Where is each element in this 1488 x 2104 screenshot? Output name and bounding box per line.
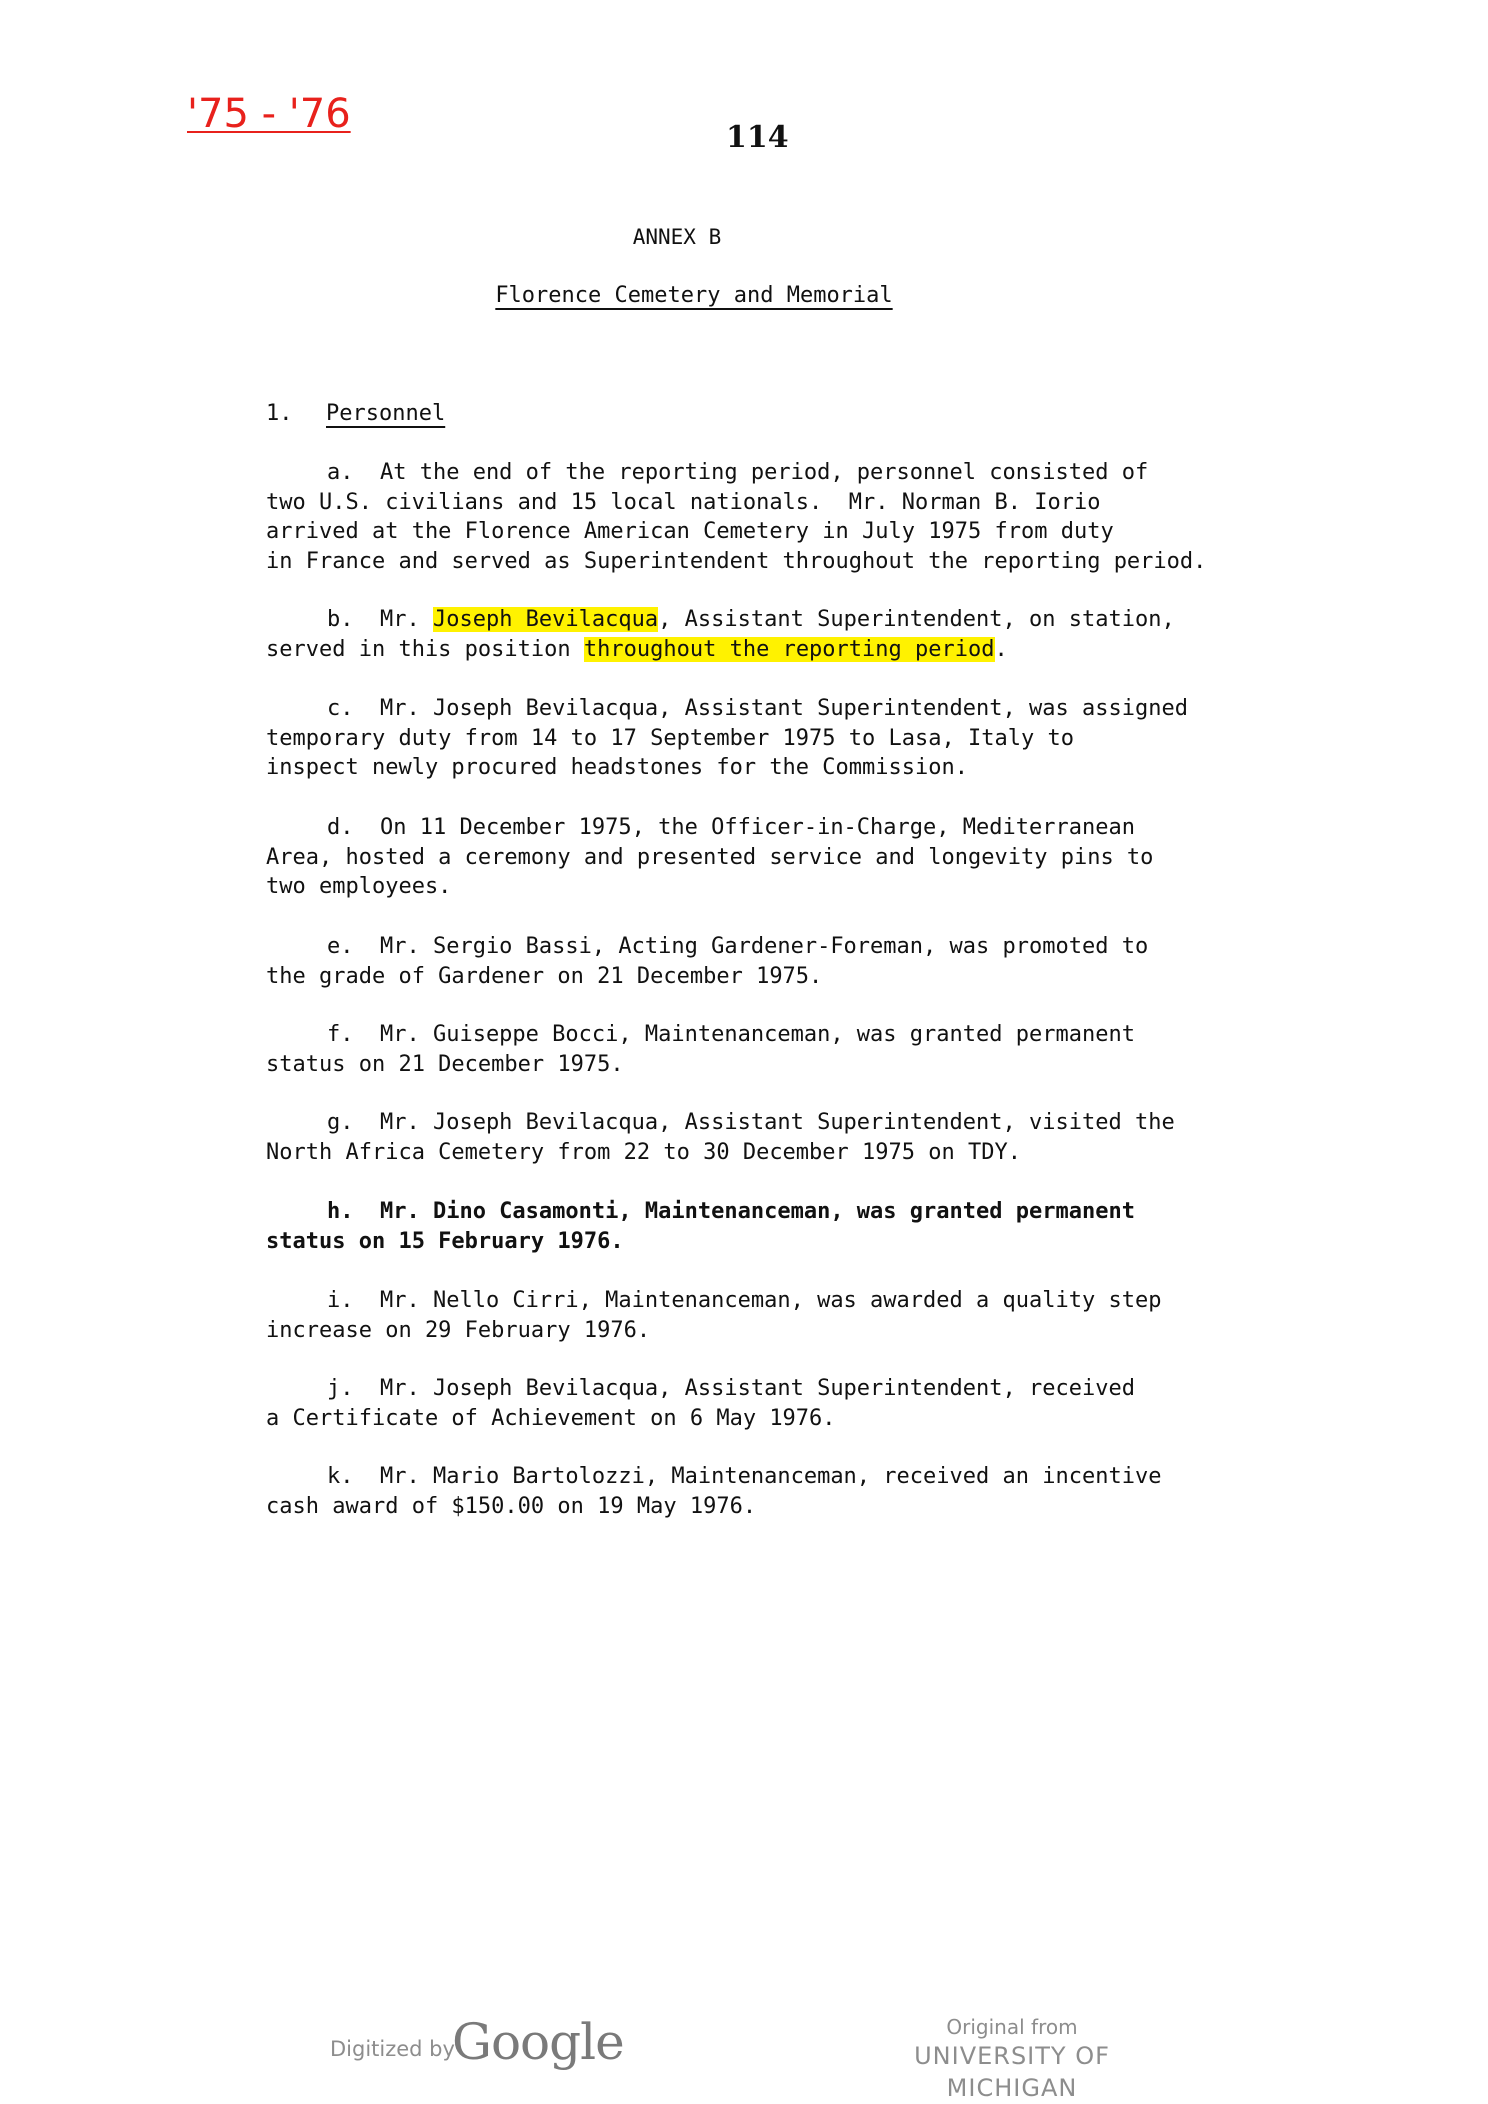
paragraph-k bbox=[266, 1462, 1326, 1521]
paragraph-j bbox=[266, 1374, 1326, 1433]
paragraph-i bbox=[266, 1286, 1326, 1345]
text-segment: b. Mr. bbox=[327, 607, 433, 632]
paragraph-line bbox=[266, 635, 1326, 665]
paragraph-line: inspect newly procured headstones for the Commission. bbox=[266, 755, 968, 780]
text-segment: served in this position bbox=[266, 636, 584, 662]
paragraph-line: g. Mr. Joseph Bevilacqua, Assistant Superintendent, visited the bbox=[327, 1110, 1175, 1135]
text-segment: . bbox=[994, 636, 1008, 662]
section-number: 1. bbox=[266, 401, 293, 426]
highlighted-text: Joseph Bevilacqua bbox=[432, 607, 659, 632]
paragraph-f bbox=[266, 1020, 1326, 1079]
paragraph-line: d. On 11 December 1975, the Officer-in-Charge, Mediterranean bbox=[327, 815, 1135, 840]
paragraph-e bbox=[266, 932, 1326, 991]
institution-name: UNIVERSITY OF MICHIGAN bbox=[914, 2042, 1110, 2102]
page-number: 114 bbox=[726, 120, 789, 155]
subtitle-text: Florence Cemetery and Memorial bbox=[495, 283, 893, 308]
document-subtitle bbox=[0, 280, 1488, 312]
paragraph-line bbox=[266, 605, 1326, 635]
paragraph-line: h. Mr. Dino Casamonti, Maintenanceman, was granted permanent bbox=[327, 1199, 1135, 1224]
google-logo: Google bbox=[452, 2013, 624, 2071]
paragraph-line: in France and served as Superintendent throughout the reporting period. bbox=[266, 548, 1207, 574]
paragraph-b bbox=[266, 605, 1326, 664]
year-range-link[interactable]: '75 - '76 bbox=[187, 91, 351, 137]
paragraph-line: Area, hosted a ceremony and presented service and longevity pins to bbox=[266, 844, 1154, 870]
paragraph-d bbox=[266, 813, 1326, 902]
paragraph-a bbox=[266, 458, 1326, 576]
paragraph-line: temporary duty from 14 to 17 September 1975 to Lasa, Italy to bbox=[266, 725, 1074, 751]
original-source bbox=[852, 2014, 1172, 2104]
paragraph-line: k. Mr. Mario Bartolozzi, Maintenanceman, received an incentive bbox=[327, 1464, 1162, 1489]
section-heading bbox=[266, 398, 445, 430]
annex-heading bbox=[0, 222, 1488, 252]
paragraph-line: c. Mr. Joseph Bevilacqua, Assistant Superintendent, was assigned bbox=[327, 696, 1188, 721]
paragraph-line: increase on 29 February 1976. bbox=[266, 1317, 651, 1343]
original-from-label: Original from bbox=[946, 2015, 1078, 2039]
paragraph-line: a Certificate of Achievement on 6 May 1976. bbox=[266, 1405, 836, 1431]
paragraph-h bbox=[266, 1197, 1326, 1256]
paragraph-line: status on 21 December 1975. bbox=[266, 1051, 624, 1077]
text-segment: , Assistant Superintendent, on station, bbox=[658, 607, 1175, 632]
paragraph-line: the grade of Gardener on 21 December 1975. bbox=[266, 963, 823, 989]
paragraph-line: cash award of $150.00 on 19 May 1976. bbox=[266, 1493, 757, 1519]
paragraph-line: i. Mr. Nello Cirri, Maintenanceman, was awarded a quality step bbox=[327, 1288, 1162, 1313]
paragraph-c bbox=[266, 694, 1326, 783]
section-title: Personnel bbox=[326, 401, 446, 426]
paragraph-line: two U.S. civilians and 15 local nationals. Mr. Norman B. Iorio bbox=[266, 489, 1101, 515]
paragraph-line: arrived at the Florence American Cemetery in July 1975 from duty bbox=[266, 519, 1114, 544]
highlighted-text: throughout the reporting period bbox=[583, 636, 995, 662]
paragraph-line: e. Mr. Sergio Bassi, Acting Gardener-Foreman, was promoted to bbox=[327, 934, 1149, 959]
paragraph-line: f. Mr. Guiseppe Bocci, Maintenanceman, was granted permanent bbox=[327, 1022, 1135, 1047]
digitized-by-label: Digitized by bbox=[330, 2037, 455, 2061]
paragraph-line: two employees. bbox=[266, 874, 452, 899]
paragraph-g bbox=[266, 1108, 1326, 1167]
annex-label: ANNEX B bbox=[632, 225, 722, 249]
paragraph-line: j. Mr. Joseph Bevilacqua, Assistant Superintendent, received bbox=[327, 1376, 1135, 1401]
paragraph-line: status on 15 February 1976. bbox=[266, 1228, 624, 1254]
paragraph-line: a. At the end of the reporting period, personnel consisted of bbox=[327, 460, 1149, 485]
paragraph-line: North Africa Cemetery from 22 to 30 December 1975 on TDY. bbox=[266, 1139, 1021, 1165]
